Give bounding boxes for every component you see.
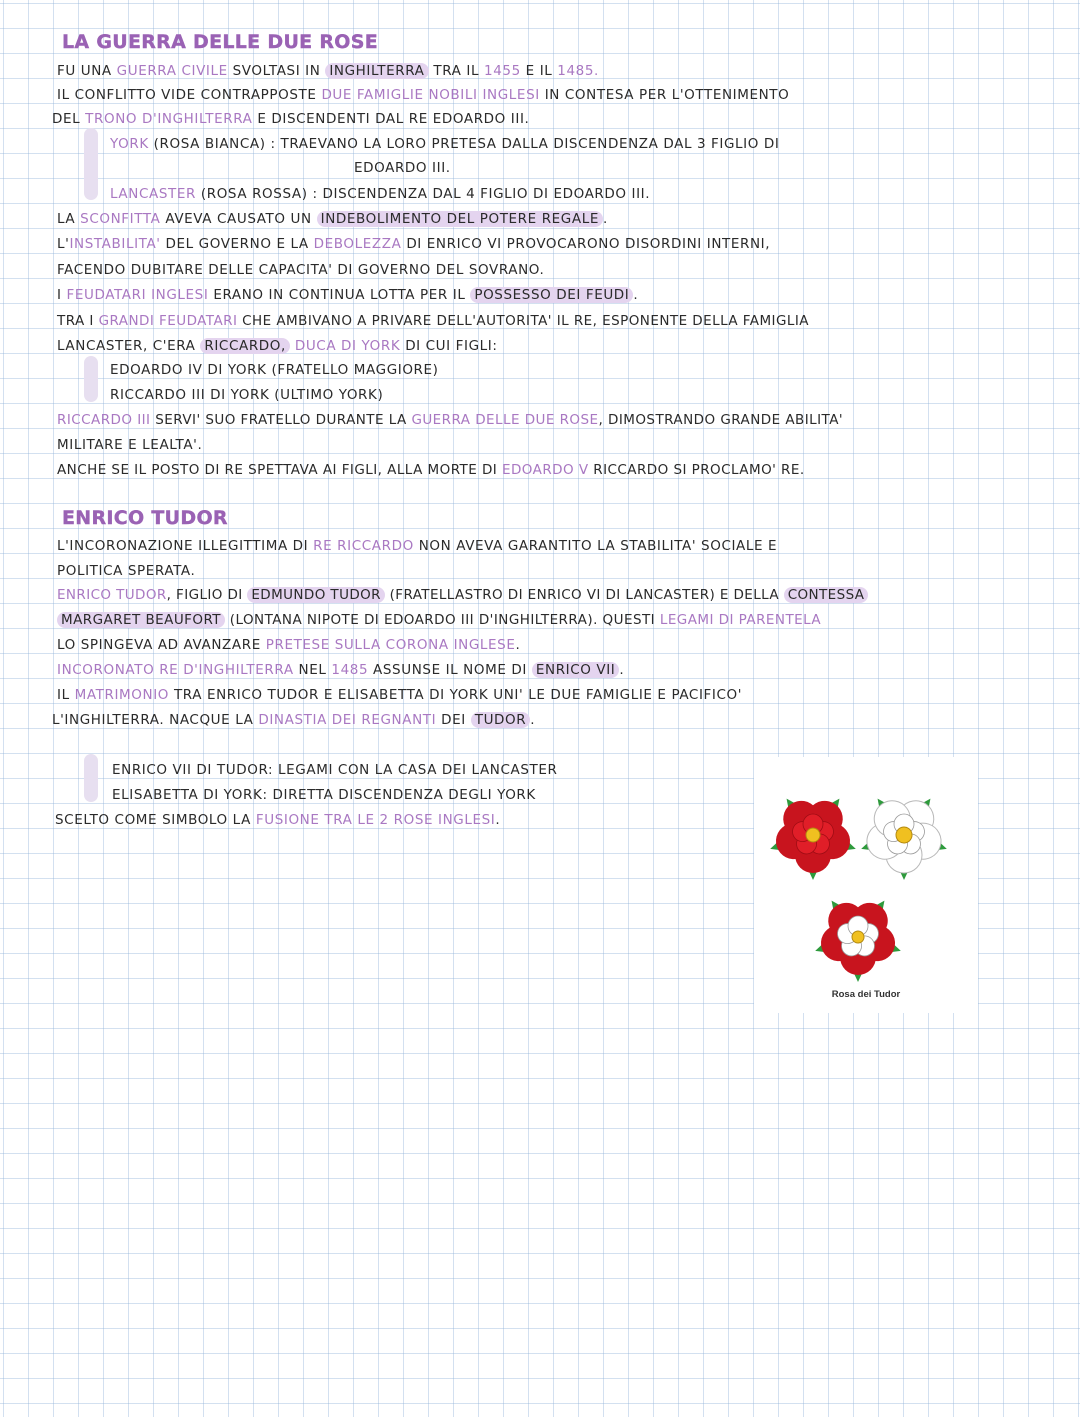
bracket-bar [84, 754, 98, 802]
text-line: EDOARDO IV DI YORK (FRATELLO MAGGIORE) [110, 362, 439, 378]
text-line-lancaster: LANCASTER (ROSA ROSSA) : DISCENDENZA DAL 4 FIGLIO DI EDOARDO III. [110, 186, 651, 202]
text-line: L'INGHILTERRA. NACQUE LA DINASTIA DEI REGNANTI DEI TUDOR . [52, 712, 536, 728]
text-line: TRA I GRANDI FEUDATARI CHE AMBIVANO A PRIVARE DELL'AUTORITA' IL RE, ESPONENTE DELLA FAMIGLIA [57, 313, 809, 329]
figure-caption: Rosa dei Tudor [831, 989, 901, 1000]
text-line: LO SPINGEVA AD AVANZARE PRETESE SULLA CORONA INGLESE. [57, 637, 521, 653]
text-line: SCELTO COME SIMBOLO LA FUSIONE TRA LE 2 ROSE INGLESI. [55, 812, 501, 828]
text-line: POLITICA SPERATA. [57, 563, 196, 579]
section-title-enrico-tudor: ENRICO TUDOR [62, 507, 228, 529]
text-line: FU UNA GUERRA CIVILE SVOLTASI IN INGHILTERRA TRA IL 1455 E IL 1485. [57, 63, 599, 79]
text-line: INCORONATO RE D'INGHILTERRA NEL 1485 ASSUNSE IL NOME DI ENRICO VII . [57, 662, 625, 678]
tudor-roses-figure [754, 757, 978, 1013]
text-line: EDOARDO III. [354, 160, 451, 176]
text-line: MARGARET BEAUFORT (LONTANA NIPOTE DI EDOARDO III D'INGHILTERRA). QUESTI LEGAMI DI PARENTELA [57, 610, 821, 630]
bracket-bar [84, 128, 98, 200]
text-line: L'INCORONAZIONE ILLEGITTIMA DI RE RICCARDO NON AVEVA GARANTITO LA STABILITA' SOCIALE E [57, 538, 778, 554]
text-line: FACENDO DUBITARE DELLE CAPACITA' DI GOVERNO DEL SOVRANO. [57, 262, 545, 278]
text-line: I FEUDATARI INGLESI ERANO IN CONTINUA LOTTA PER IL POSSESSO DEI FEUDI . [57, 287, 639, 303]
tudor-rose-icon [797, 874, 920, 987]
text-line: RICCARDO III SERVI' SUO FRATELLO DURANTE LA GUERRA DELLE DUE ROSE, DIMOSTRANDO GRANDE ABILITA' [57, 412, 844, 428]
text-line: ENRICO TUDOR, FIGLIO DI EDMUNDO TUDOR (FRATELLASTRO DI ENRICO VI DI LANCASTER) E DELLA CONTESSA [57, 585, 868, 605]
roses-illustration [754, 757, 978, 987]
text-line: MILITARE E LEALTA'. [57, 437, 203, 453]
text-line: LA SCONFITTA AVEVA CAUSATO UN INDEBOLIMENTO DEL POTERE REGALE . [57, 211, 608, 227]
text-line: L'INSTABILITA' DEL GOVERNO E LA DEBOLEZZA DI ENRICO VI PROVOCARONO DISORDINI INTERNI, [57, 236, 771, 252]
red-rose-icon [754, 772, 876, 895]
section-title-guerra: LA GUERRA DELLE DUE ROSE [62, 31, 379, 53]
text-line: IL MATRIMONIO TRA ENRICO TUDOR E ELISABETTA DI YORK UNI' LE DUE FAMIGLIE E PACIFICO' [57, 687, 743, 703]
bracket-bar [84, 356, 98, 402]
text-line: IL CONFLITTO VIDE CONTRAPPOSTE DUE FAMIGLIE NOBILI INGLESI IN CONTESA PER L'OTTENIMENTO [57, 87, 790, 103]
text-line: ANCHE SE IL POSTO DI RE SPETTAVA AI FIGLI, ALLA MORTE DI EDOARDO V RICCARDO SI PROCLAMO' RE. [57, 462, 805, 478]
text-line: ELISABETTA DI YORK: DIRETTA DISCENDENZA DEGLI YORK [112, 787, 536, 803]
text-line: ENRICO VII DI TUDOR: LEGAMI CON LA CASA DEI LANCASTER [112, 762, 558, 778]
text-line: RICCARDO III DI YORK (ULTIMO YORK) [110, 387, 384, 403]
text-line-york: YORK (ROSA BIANCA) : TRAEVANO LA LORO PRETESA DALLA DISCENDENZA DAL 3 FIGLIO DI [110, 136, 780, 152]
white-rose-icon [843, 772, 966, 895]
text-line: DEL TRONO D'INGHILTERRA E DISCENDENTI DAL RE EDOARDO III. [52, 111, 530, 127]
text-line: LANCASTER, C'ERA RICCARDO, DUCA DI YORK DI CUI FIGLI: [57, 338, 498, 354]
